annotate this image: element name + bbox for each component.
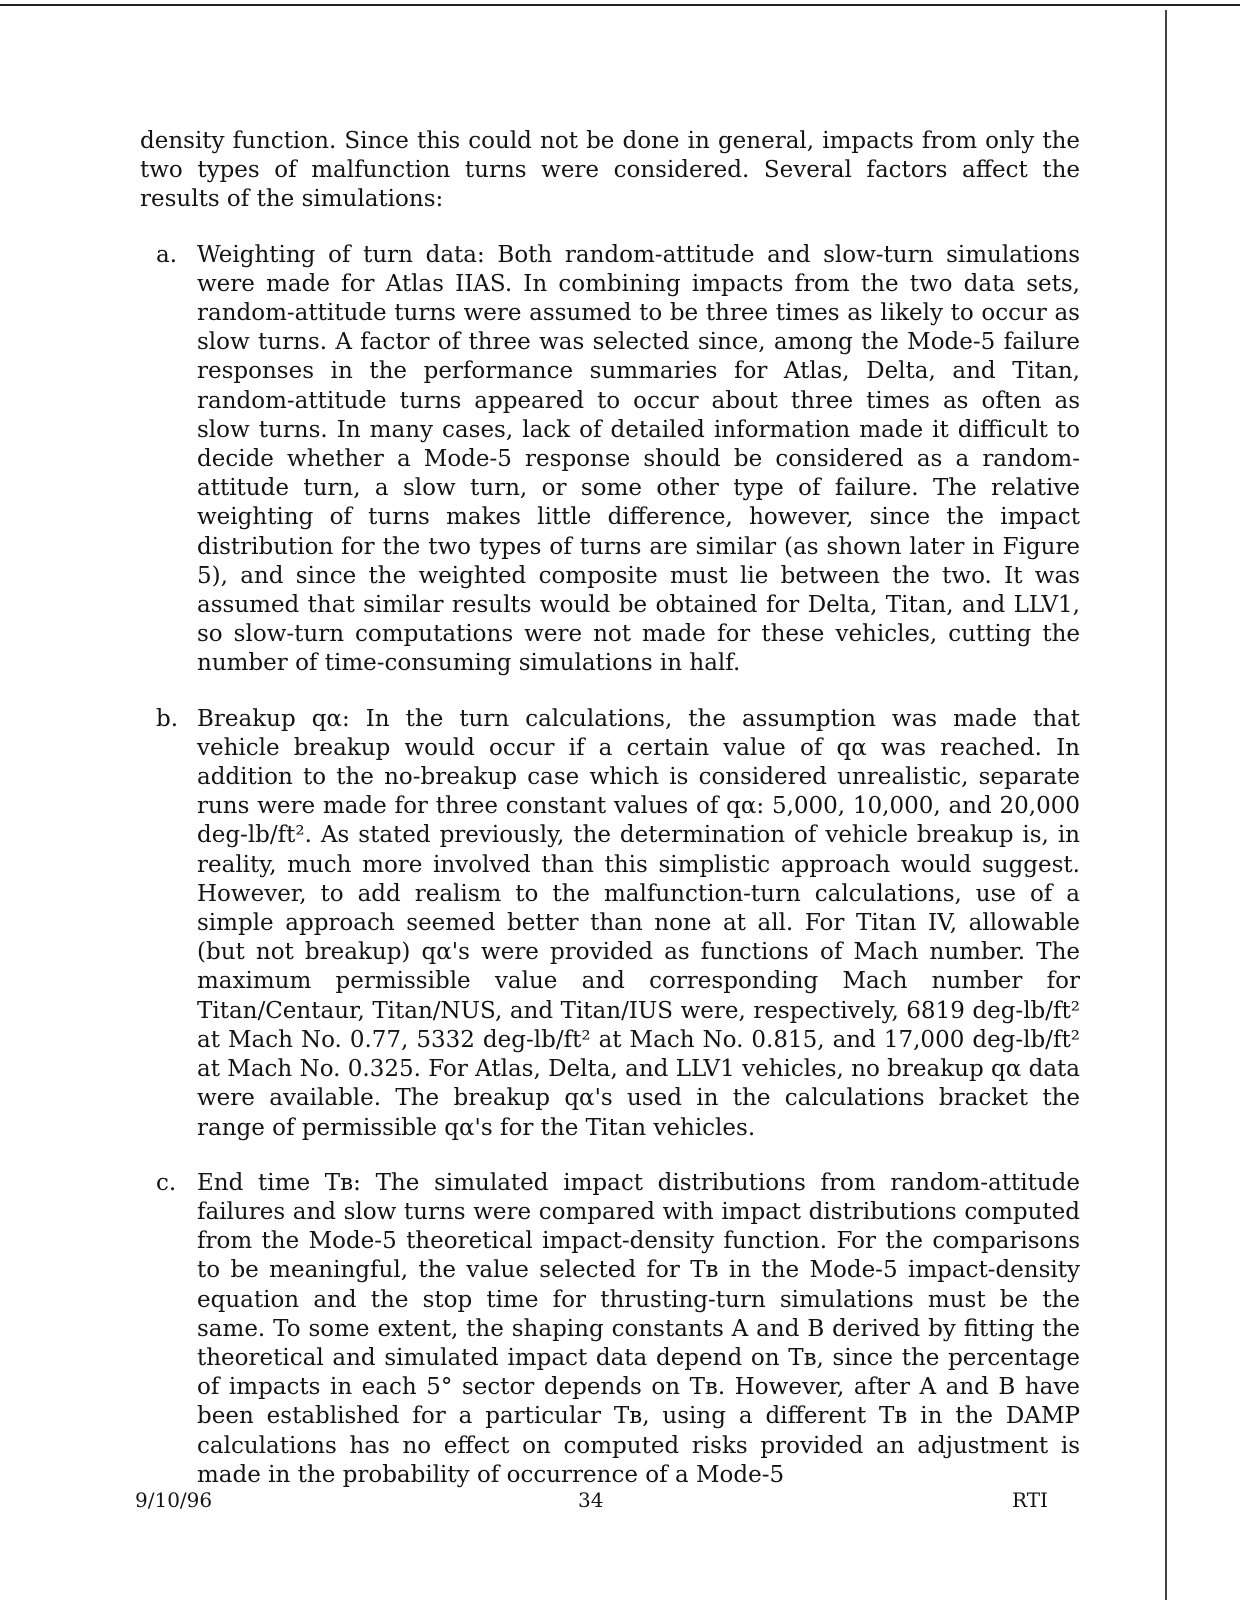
factor-list — [140, 241, 1080, 1490]
right-border-line — [1165, 10, 1167, 1600]
list-item-text: Breakup qα: In the turn calculations, the assumption was made that vehicle breakup would occur if a certain value of qα was reached. In addition to the no-breakup case which is considered unrealistic, separate runs were made for three constant values of qα: 5,000, 10,000, and 20,000 deg-lb/ft². As stated previously, the determination of vehicle breakup is, in reality, much more involved than this simplistic approach would suggest. However, to add realism to the malfunction-turn calculations, use of a simple approach seemed better than none at all. For Titan IV, allowable (but not breakup) qα's were provided as functions of Mach number. The maximum permissible value and corresponding Mach number for Titan/Centaur, Titan/NUS, and Titan/IUS were, respectively, 6819 deg-lb/ft² at Mach No. 0.77, 5332 deg-lb/ft² at Mach No. 0.815, and 17,000 deg-lb/ft² at Mach No. 0.325. For Atlas, Delta, and LLV1 vehicles, no breakup qα data were available. The breakup qα's used in the calculations bracket the range of permissible qα's for the Titan vehicles. — [197, 705, 1080, 1141]
top-border-line — [0, 4, 1240, 6]
list-item-text: End time Tʙ: The simulated impact distributions from random-attitude failures and slow turns were compared with impact distributions computed from the Mode-5 theoretical impact-density function. For the comparisons to be meaningful, the value selected for Tʙ in the Mode-5 impact-density equation and the stop time for thrusting-turn simulations must be the same. To some extent, the shaping constants A and B derived by fitting the theoretical and simulated impact data depend on Tʙ, since the percentage of impacts in each 5° sector depends on Tʙ. However, after A and B have been established for a particular Tʙ, using a different Tʙ in the DAMP calculations has no effect on computed risks provided an adjustment is made in the probability of occurrence of a Mode-5 — [197, 1169, 1080, 1488]
footer-date: 9/10/96 — [135, 1488, 213, 1512]
page-body — [140, 127, 1080, 1516]
footer-organization: RTI — [1012, 1488, 1048, 1512]
list-item-b — [140, 705, 1080, 1143]
list-item-c — [140, 1169, 1080, 1490]
list-marker: a. — [156, 241, 178, 268]
intro-paragraph: density function. Since this could not be done in general, impacts from only the two types of malfunction turns were considered. Several factors affect the results of the simulations: — [140, 128, 1080, 213]
list-item-a — [140, 241, 1080, 679]
list-marker: b. — [156, 705, 179, 732]
list-item-text: Weighting of turn data: Both random-attitude and slow-turn simulations were made for Atlas IIAS. In combining impacts from the two data sets, random-attitude turns were assumed to be three times as likely to occur as slow turns. A factor of three was selected since, among the Mode-5 failure responses in the performance summaries for Atlas, Delta, and Titan, random-attitude turns appeared to occur about three times as often as slow turns. In many cases, lack of detailed information made it difficult to decide whether a Mode-5 response should be considered as a random-attitude turn, a slow turn, or some other type of failure. The relative weighting of turns makes little difference, however, since the impact distribution for the two types of turns are similar (as shown later in Figure 5), and since the weighted composite must lie between the two. It was assumed that similar results would be obtained for Delta, Titan, and LLV1, so slow-turn computations were not made for these vehicles, cutting the number of time-consuming simulations in half. — [197, 241, 1080, 677]
list-marker: c. — [156, 1169, 177, 1196]
page-number: 34 — [578, 1488, 604, 1512]
